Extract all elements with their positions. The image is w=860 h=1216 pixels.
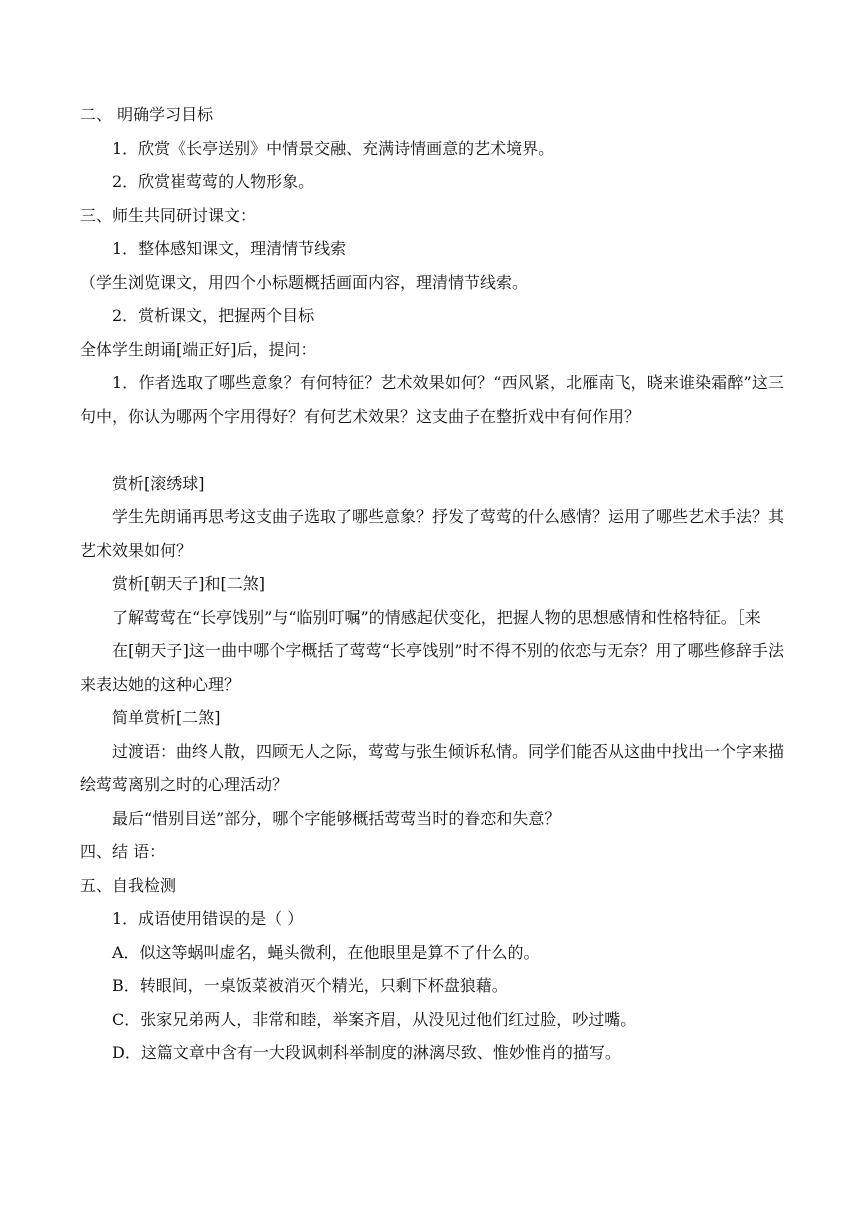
recitation-prompt: 全体学生朗诵[端正好]后，提问： — [80, 339, 317, 359]
test-question-1: 1．成语使用错误的是（ ） — [112, 909, 304, 928]
analysis-paragraph-emotion: 了解莺莺在“长亭饯别”与“临别叮嘱”的情感起伏变化，把握人物的思想感情和性格特征。［来 — [112, 607, 761, 627]
analysis-paragraph-gunxiuqiu: 学生先朗诵再思考这支曲子选取了哪些意象？抒发了莺莺的什么感情？运用了哪些艺术手法？其艺术效果如何？ — [80, 507, 785, 560]
blank-line — [80, 433, 784, 467]
analysis-heading-chaotianzi: 赏析[朝天子]和[二煞] — [112, 574, 265, 593]
analysis-paragraph-chaotianzi: 在[朝天子]这一曲中哪个字概括了莺莺“长亭饯别”时不得不别的依恋与无奈？用了哪些修辞手法来表达她的这种心理？ — [80, 641, 784, 694]
test-option-a: A．似这等蜗叫虚名，蝇头微利，在他眼里是算不了什么的。 — [112, 942, 540, 962]
section-heading-3: 三、师生共同研讨课文： — [80, 205, 257, 225]
study-note: （学生浏览课文，用四个小标题概括画面内容，理清情节线索。 — [80, 272, 529, 292]
study-item-1: 1．整体感知课文，理清情节线索 — [112, 239, 347, 258]
goal-item-2: 2．欣赏崔莺莺的人物形象。 — [112, 172, 315, 191]
transition-paragraph: 过渡语：曲终人散，四顾无人之际，莺莺与张生倾诉私情。同学们能否从这曲中找出一个字来描绘莺莺离别之时的心理活动？ — [80, 741, 785, 794]
section-heading-5: 五、自我检测 — [80, 875, 177, 895]
question-1-paragraph: 1．作者选取了哪些意象？有何特征？艺术效果如何？“西风紧，北雁南飞，晓来谁染霜醉”这三句中，你认为哪两个字用得好？有何艺术效果？这支曲子在整折戏中有何作用？ — [80, 373, 784, 426]
section-heading-4: 四、结 语： — [80, 842, 166, 861]
test-option-c: C．张家兄弟两人，非常和睦，举案齐眉，从没见过他们红过脸，吵过嘴。 — [112, 1009, 637, 1029]
test-option-b: B．转眼间，一桌饭菜被消灭个精光，只剩下杯盘狼藉。 — [112, 976, 508, 995]
analysis-heading-ersha: 简单赏析[二煞] — [112, 708, 221, 727]
goal-item-1: 1．欣赏《长亭送别》中情景交融、充满诗情画意的艺术境界。 — [112, 138, 555, 158]
study-item-2: 2．赏析课文，把握两个目标 — [112, 306, 315, 325]
analysis-heading-gunxiuqiu: 赏析[滚绣球] — [112, 473, 205, 493]
document-page — [80, 98, 784, 1070]
section-heading-2: 二、 明确学习目标 — [80, 105, 214, 124]
test-option-d: D．这篇文章中含有一大段讽刺科举制度的淋漓尽致、惟妙惟肖的描写。 — [112, 1043, 621, 1062]
farewell-question: 最后“惜别目送”部分，哪个字能够概括莺莺当时的眷恋和失意？ — [112, 808, 561, 828]
